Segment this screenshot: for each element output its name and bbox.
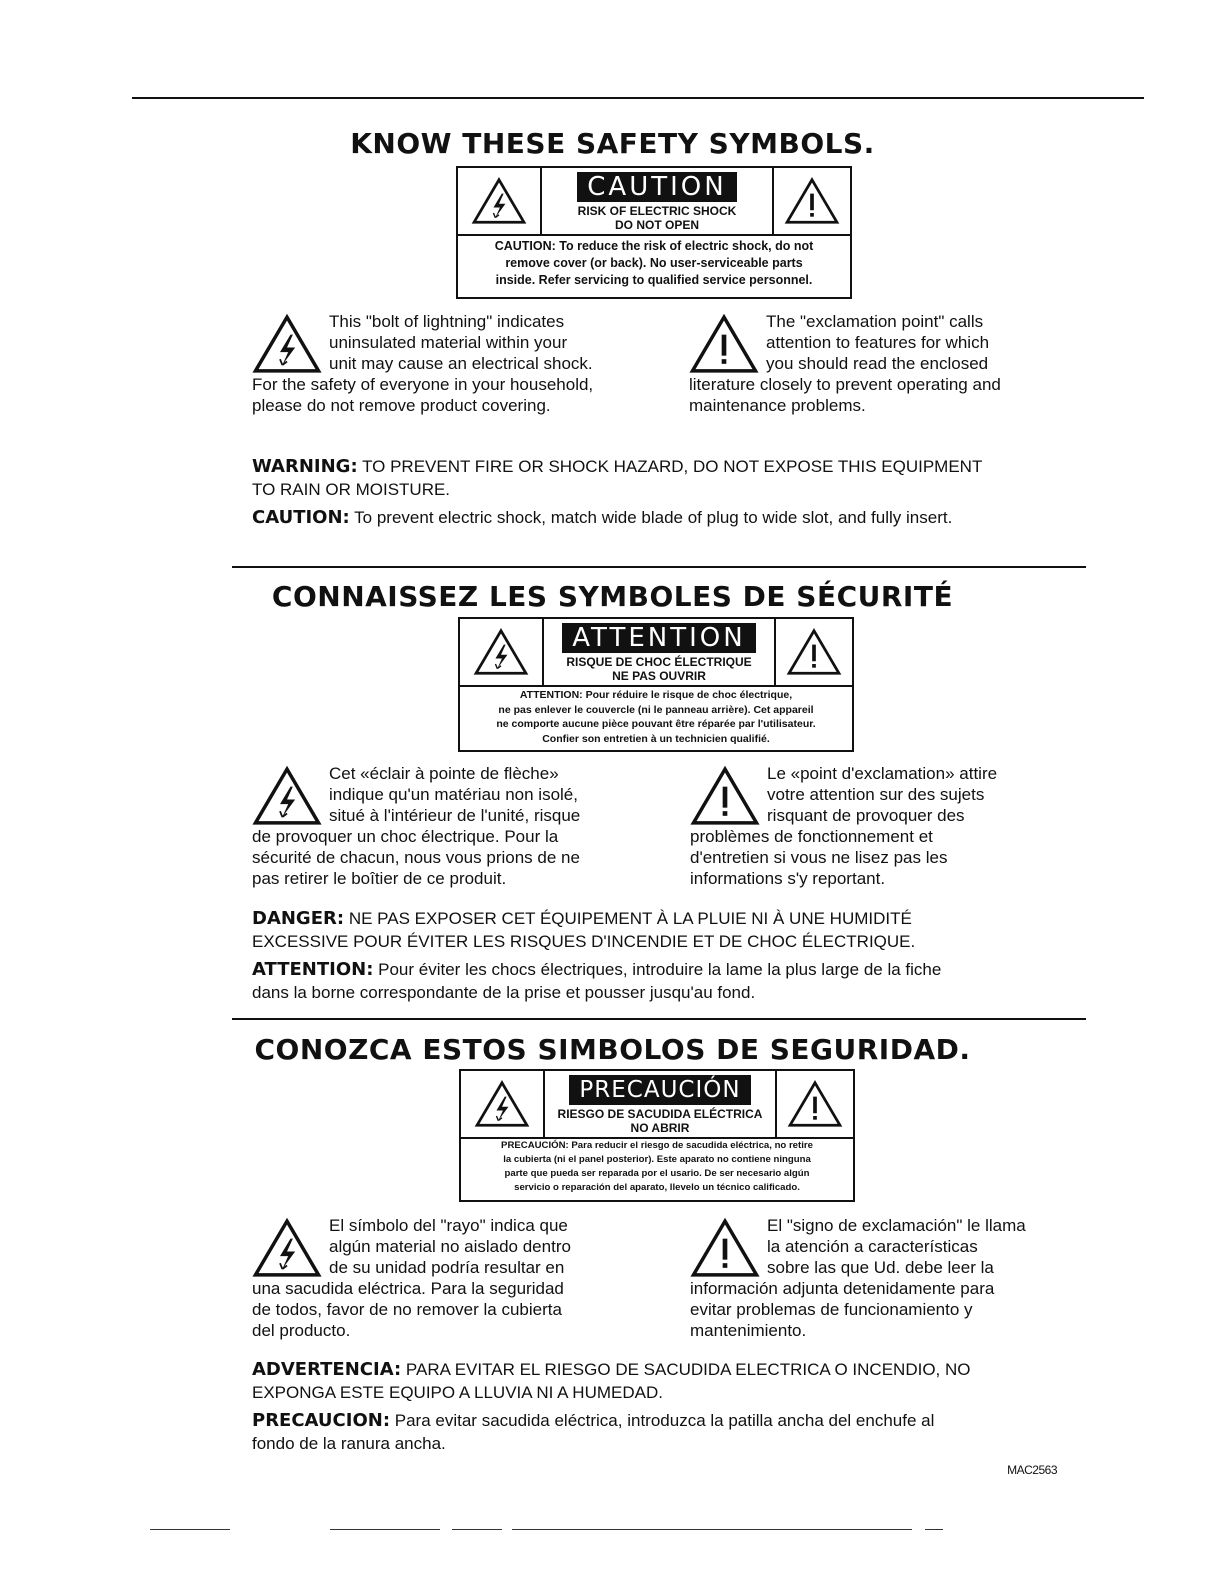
spanish-heading: CONOZCA ESTOS SIMBOLOS DE SEGURIDAD. — [254, 1033, 971, 1066]
exclamation-icon — [690, 765, 760, 827]
precaucion-label — [459, 1069, 855, 1202]
text-line: problèmes de fonctionnement et — [690, 827, 933, 846]
attention-banner: ATTENTION — [562, 623, 755, 653]
text-line: literature closely to prevent operating and — [689, 375, 1001, 394]
text-line: El símbolo del "rayo" indica que — [329, 1216, 568, 1235]
label-line-2: NO ABRIR — [630, 1121, 690, 1135]
caution-banner: CAUTION — [577, 172, 736, 202]
exclamation-explanation — [690, 763, 1110, 889]
text-line: mantenimiento. — [690, 1321, 807, 1340]
text-line: El "signo de exclamación" le llama — [767, 1216, 1026, 1235]
label-body-line: PRECAUCIÓN: Para reducir el riesgo de sacudida eléctrica, no retire — [501, 1140, 813, 1151]
text-line: de su unidad podría resultar en — [329, 1258, 565, 1277]
label-line-1: RISK OF ELECTRIC SHOCK — [577, 204, 737, 218]
exclamation-icon — [787, 1080, 843, 1128]
text-line: PARA EVITAR EL RIESGO DE SACUDIDA ELECTRICA O INCENDIO, NO — [405, 1360, 971, 1379]
label-body-line: la cubierta (ni el panel posterior). Este aparato no contiene ninguna — [503, 1154, 811, 1165]
scan-artifact — [150, 1529, 230, 1530]
text-line: votre attention sur des sujets — [767, 785, 985, 804]
bolt-explanation — [252, 311, 672, 416]
text-line: sécurité de chacun, nous vous prions de ne — [252, 848, 580, 867]
text-line: NE PAS EXPOSER CET ÉQUIPEMENT À LA PLUIE NI À UNE HUMIDITÉ — [348, 909, 912, 928]
precaucion-paragraph — [252, 1409, 1072, 1455]
exclamation-explanation — [689, 311, 1109, 416]
lightning-bolt-icon — [252, 1217, 322, 1279]
text-line: TO PREVENT FIRE OR SHOCK HAZARD, DO NOT EXPOSE THIS EQUIPMENT — [362, 457, 983, 476]
label-body — [463, 1139, 851, 1195]
lightning-bolt-icon — [252, 313, 322, 375]
lightning-bolt-icon — [471, 177, 527, 225]
text-line: Cet «éclair à pointe de flèche» — [329, 764, 559, 783]
advertencia-paragraph — [252, 1358, 1072, 1404]
text-line: Pour éviter les chocs électriques, introduire la lame la plus large de la fiche — [378, 960, 942, 979]
bolt-explanation — [252, 1215, 682, 1341]
label-line-1: RISQUE DE CHOC ÉLECTRIQUE — [566, 655, 752, 669]
text-line: Para evitar sacudida eléctrica, introduzca la patilla ancha del enchufe al — [394, 1411, 935, 1430]
text-line: uninsulated material within your — [329, 333, 568, 352]
text-line: una sacudida eléctrica. Para la seguridad — [252, 1279, 564, 1298]
text-line: This "bolt of lightning" indicates — [329, 312, 565, 331]
label-body-line: ne comporte aucune pièce pouvant être réparée par l'utilisateur. — [496, 718, 816, 730]
label-line-2: DO NOT OPEN — [614, 218, 699, 232]
text-line: algún material no aislado dentro — [329, 1237, 571, 1256]
english-heading: KNOW THESE SAFETY SYMBOLS. — [350, 127, 875, 160]
text-line: sobre las que Ud. debe leer la — [767, 1258, 994, 1277]
text-line: evitar problemas de funcionamiento y — [690, 1300, 973, 1319]
label-line-2: NE PAS OUVRIR — [612, 669, 706, 683]
section-rule — [232, 1018, 1086, 1020]
lightning-bolt-icon — [252, 765, 322, 827]
text-line: dans la borne correspondante de la prise et pousser jusqu'au fond. — [252, 983, 756, 1002]
text-line: de provoquer un choc électrique. Pour la — [252, 827, 559, 846]
text-line: please do not remove product covering. — [252, 396, 551, 415]
text-line: The "exclamation point" calls — [766, 312, 984, 331]
text-line: la atención a características — [767, 1237, 978, 1256]
french-heading: CONNAISSEZ LES SYMBOLES DE SÉCURITÉ — [271, 580, 954, 613]
label-body-line: Confier son entretien à un technicien qualifié. — [542, 732, 770, 745]
text-line: attention to features for which — [766, 333, 990, 352]
text-line: d'entretien si vous ne lisez pas les — [690, 848, 948, 867]
scan-artifact — [925, 1529, 943, 1530]
exclamation-explanation — [690, 1215, 1120, 1341]
text-line: EXPONGA ESTE EQUIPO A LLUVIA NI A HUMEDAD. — [252, 1383, 663, 1402]
top-rule — [132, 97, 1144, 99]
label-body-line: ne pas enlever le couvercle (ni le panneau arrière). Cet appareil — [498, 703, 814, 716]
label-body-line: CAUTION: To reduce the risk of electric shock, do not — [494, 239, 814, 253]
text-line: EXCESSIVE POUR ÉVITER LES RISQUES D'INCENDIE ET DE CHOC ÉLECTRIQUE. — [252, 932, 916, 951]
exclamation-icon — [689, 313, 759, 375]
attention-paragraph — [252, 958, 1082, 1004]
text-line: Le «point d'exclamation» attire — [767, 764, 998, 783]
scan-artifact — [452, 1529, 502, 1530]
label-body-line: remove cover (or back). No user-serviceable parts — [505, 256, 803, 270]
caution-label-text: CAUTION: — [252, 507, 350, 528]
label-line-1: RIESGO DE SACUDIDA ELÉCTRICA — [557, 1107, 763, 1121]
advertencia-label: ADVERTENCIA: — [252, 1359, 402, 1380]
label-body — [464, 238, 844, 289]
danger-label: DANGER: — [252, 908, 345, 929]
document-code: MAC2563 — [1007, 1463, 1057, 1477]
warning-label: WARNING: — [252, 456, 358, 477]
caution-label — [456, 166, 852, 299]
text-line: informations s'y reportant. — [690, 869, 886, 888]
exclamation-icon — [786, 628, 842, 676]
precaucion-banner: PRECAUCIÓN — [569, 1075, 750, 1105]
label-body-line: ATTENTION: Pour réduire le risque de choc électrique, — [519, 689, 793, 701]
text-line: fondo de la ranura ancha. — [252, 1434, 446, 1453]
text-line: de todos, favor de no remover la cubierta — [252, 1300, 562, 1319]
label-body-line: parte que pueda ser reparada por el usario. De ser necesario algún — [504, 1168, 810, 1179]
text-line: indique qu'un matériau non isolé, — [329, 785, 578, 804]
text-line: situé à l'intérieur de l'unité, risque — [329, 806, 581, 825]
danger-paragraph — [252, 907, 1072, 953]
text-line: información adjunta detenidamente para — [690, 1279, 995, 1298]
section-rule — [232, 566, 1086, 568]
warning-paragraph — [252, 455, 1072, 501]
attention-label-text: ATTENTION: — [252, 959, 374, 980]
scan-artifact — [512, 1529, 912, 1530]
text-line: To prevent electric shock, match wide blade of plug to wide slot, and fully insert. — [354, 508, 953, 527]
exclamation-icon — [784, 177, 840, 225]
lightning-bolt-icon — [473, 628, 529, 676]
text-line: pas retirer le boîtier de ce produit. — [252, 869, 507, 888]
scan-artifact — [330, 1529, 440, 1530]
exclamation-icon — [690, 1217, 760, 1279]
text-line: you should read the enclosed — [766, 354, 989, 373]
text-line: maintenance problems. — [689, 396, 866, 415]
attention-label — [458, 617, 854, 752]
label-body-line: inside. Refer servicing to qualified service personnel. — [495, 273, 813, 287]
precaucion-label-text: PRECAUCION: — [252, 1410, 391, 1431]
label-body-line: servicio o reparación del aparato, llevelo un técnico calificado. — [514, 1182, 800, 1193]
lightning-bolt-icon — [474, 1080, 530, 1128]
label-body — [466, 688, 846, 746]
text-line: del producto. — [252, 1321, 351, 1340]
bolt-explanation — [252, 763, 682, 889]
text-line: risquant de provoquer des — [767, 806, 965, 825]
text-line: For the safety of everyone in your household, — [252, 375, 594, 394]
caution-paragraph — [252, 506, 1072, 529]
text-line: unit may cause an electrical shock. — [329, 354, 593, 373]
text-line: TO RAIN OR MOISTURE. — [252, 480, 451, 499]
